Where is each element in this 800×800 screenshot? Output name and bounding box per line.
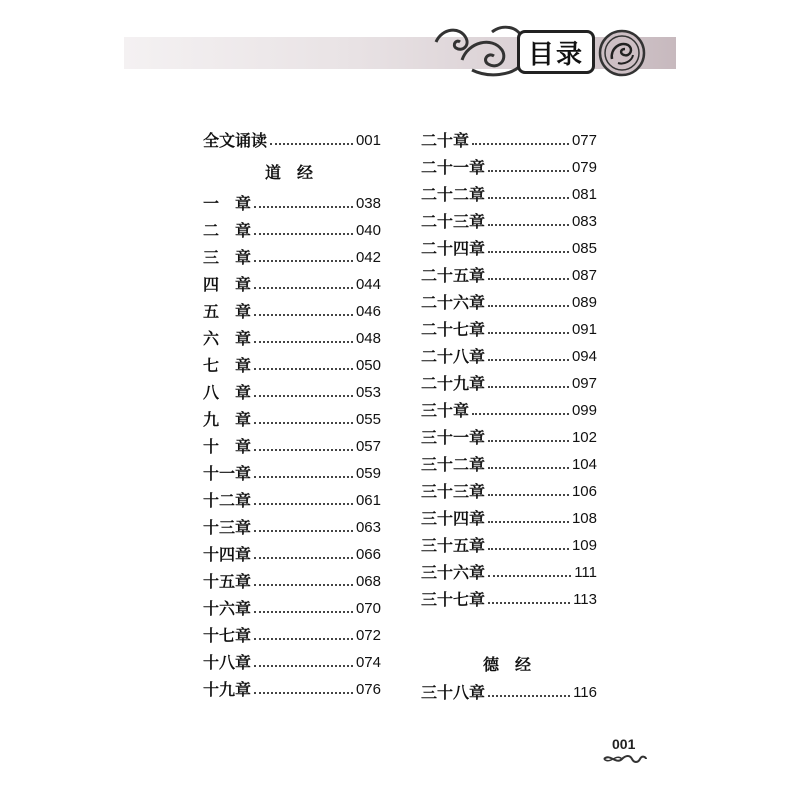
toc-entry-page: 059: [355, 465, 381, 482]
title-box: [517, 30, 595, 74]
dot-leader: [488, 359, 569, 361]
dot-leader: [254, 557, 353, 559]
dot-leader: [254, 665, 353, 667]
toc-entry-page: 106: [571, 483, 597, 500]
dot-leader: [488, 494, 569, 496]
dot-leader: [254, 314, 353, 316]
dot-leader: [254, 692, 353, 694]
toc-entry-title: 三 章: [203, 248, 252, 267]
toc-entry-title: 三十四章: [421, 509, 486, 528]
toc-entry[interactable]: [421, 184, 597, 206]
toc-entry[interactable]: [203, 247, 381, 269]
dragon-medallion-icon: [598, 29, 646, 77]
toc-entry[interactable]: [203, 517, 381, 539]
toc-entry[interactable]: [203, 598, 381, 620]
dot-leader: [488, 695, 570, 697]
dot-leader: [254, 476, 353, 478]
toc-entry-title: 十五章: [203, 572, 252, 591]
dot-leader: [488, 197, 569, 199]
dot-leader: [488, 467, 569, 469]
toc-entry-title: 三十五章: [421, 536, 486, 555]
toc-entry-title: 七 章: [203, 356, 252, 375]
dot-leader: [488, 602, 570, 604]
dot-leader: [254, 260, 353, 262]
toc-entry-page: 066: [355, 546, 381, 563]
toc-entry[interactable]: [421, 346, 597, 368]
dot-leader: [270, 143, 353, 145]
dot-leader: [254, 287, 353, 289]
toc-entry-title: 十三章: [203, 518, 252, 537]
toc-entry-page: 055: [355, 411, 381, 428]
toc-entry-title: 三十三章: [421, 482, 486, 501]
toc-entry[interactable]: [421, 373, 597, 395]
toc-entry[interactable]: [203, 490, 381, 512]
dot-leader: [488, 251, 569, 253]
toc-entry-page: 085: [571, 240, 597, 257]
toc-entry-page: 109: [571, 537, 597, 554]
toc-entry-page: 044: [355, 276, 381, 293]
toc-entry[interactable]: [203, 679, 381, 701]
toc-entry-page: 108: [571, 510, 597, 527]
dot-leader: [254, 611, 353, 613]
toc-entry-page: 089: [571, 294, 597, 311]
toc-entry-title: 四 章: [203, 275, 252, 294]
toc-entry[interactable]: [203, 301, 381, 323]
toc-entry-page: 053: [355, 384, 381, 401]
toc-entry[interactable]: [421, 211, 597, 233]
toc-entry-title: 二十六章: [421, 293, 486, 312]
toc-entry-page: 070: [355, 600, 381, 617]
toc-entry-page: 113: [573, 591, 597, 608]
toc-entry-title: 二十九章: [421, 374, 486, 393]
toc-entry[interactable]: [421, 157, 597, 179]
toc-entry[interactable]: [421, 130, 597, 152]
toc-entry-page: 116: [573, 684, 597, 701]
toc-entry-title: 二十二章: [421, 185, 486, 204]
toc-entry-title: 十六章: [203, 599, 252, 618]
toc-entry[interactable]: [203, 409, 381, 431]
toc-entry-title: 六 章: [203, 329, 252, 348]
toc-entry[interactable]: [203, 382, 381, 404]
toc-entry-page: 063: [355, 519, 381, 536]
section-heading-dejing: 德 经: [483, 655, 532, 674]
toc-entry-page: 097: [571, 375, 597, 392]
page-title: 目录: [527, 39, 584, 70]
toc-entry-title: 二十三章: [421, 212, 486, 231]
dot-leader: [488, 521, 569, 523]
footer-ornament-icon: [602, 752, 648, 766]
toc-entry-title: 九 章: [203, 410, 252, 429]
toc-entry-page: 087: [571, 267, 597, 284]
toc-entry-page: 068: [355, 573, 381, 590]
toc-entry-page: 104: [571, 456, 597, 473]
toc-entry[interactable]: [421, 508, 597, 530]
toc-entry[interactable]: [203, 463, 381, 485]
toc-entry-page: 102: [571, 429, 597, 446]
dot-leader: [254, 206, 353, 208]
toc-entry[interactable]: [203, 220, 381, 242]
toc-entry[interactable]: [421, 238, 597, 260]
toc-entry-title: 一 章: [203, 194, 252, 213]
toc-entry-title: 二十一章: [421, 158, 486, 177]
toc-entry[interactable]: [203, 544, 381, 566]
dot-leader: [488, 575, 571, 577]
toc-entry-title: 三十六章: [421, 563, 486, 582]
toc-entry-title: 三十七章: [421, 590, 486, 609]
dot-leader: [254, 422, 353, 424]
toc-entry[interactable]: [203, 130, 381, 152]
toc-entry-title: 三十八章: [421, 683, 486, 702]
toc-entry[interactable]: [203, 571, 381, 593]
toc-entry[interactable]: [421, 454, 597, 476]
dot-leader: [254, 503, 353, 505]
toc-entry-page: 072: [355, 627, 381, 644]
toc-entry-title: 二十七章: [421, 320, 486, 339]
toc-entry[interactable]: [421, 265, 597, 287]
dot-leader: [472, 143, 569, 145]
toc-entry[interactable]: [421, 481, 597, 503]
toc-entry[interactable]: [421, 427, 597, 449]
toc-entry-page: 079: [571, 159, 597, 176]
dot-leader: [254, 530, 353, 532]
dot-leader: [488, 278, 569, 280]
page-number: 001: [612, 736, 636, 752]
toc-entry-title: 十一章: [203, 464, 252, 483]
dot-leader: [488, 386, 569, 388]
toc-entry-title: 二十八章: [421, 347, 486, 366]
toc-entry-title: 二 章: [203, 221, 252, 240]
toc-entry[interactable]: [421, 682, 597, 704]
toc-entry-title: 二十五章: [421, 266, 486, 285]
dot-leader: [254, 449, 353, 451]
dot-leader: [254, 341, 353, 343]
toc-entry-title: 二十章: [421, 131, 470, 150]
toc-entry-title: 三十章: [421, 401, 470, 420]
dot-leader: [254, 368, 353, 370]
toc-entry-page: 077: [571, 132, 597, 149]
dot-leader: [488, 440, 569, 442]
toc-entry[interactable]: [421, 562, 597, 584]
toc-entry-page: 091: [571, 321, 597, 338]
toc-entry[interactable]: [203, 436, 381, 458]
toc-entry-page: 040: [355, 222, 381, 239]
toc-entry-page: 048: [355, 330, 381, 347]
toc-entry[interactable]: [421, 535, 597, 557]
dot-leader: [488, 305, 569, 307]
toc-entry-title: 三十一章: [421, 428, 486, 447]
dot-leader: [254, 233, 353, 235]
dot-leader: [254, 395, 353, 397]
toc-entry-page: 057: [355, 438, 381, 455]
toc-entry[interactable]: [421, 319, 597, 341]
toc-entry-title: 十八章: [203, 653, 252, 672]
toc-entry-page: 061: [355, 492, 381, 509]
toc-entry[interactable]: [421, 589, 597, 611]
toc-entry-title: 十七章: [203, 626, 252, 645]
toc-entry-page: 081: [571, 186, 597, 203]
toc-entry[interactable]: [203, 328, 381, 350]
toc-entry[interactable]: [203, 193, 381, 215]
toc-entry-page: 083: [571, 213, 597, 230]
toc-entry-page: 111: [574, 564, 597, 581]
toc-entry[interactable]: [203, 625, 381, 647]
toc-entry[interactable]: [421, 292, 597, 314]
toc-entry-page: 076: [355, 681, 381, 698]
toc-entry-title: 十九章: [203, 680, 252, 699]
toc-entry-title: 三十二章: [421, 455, 486, 474]
section-heading-daojing: 道 经: [265, 163, 314, 182]
toc-entry-title: 十二章: [203, 491, 252, 510]
dot-leader: [254, 638, 353, 640]
toc-entry[interactable]: [421, 400, 597, 422]
toc-entry-title: 八 章: [203, 383, 252, 402]
toc-entry-title: 十四章: [203, 545, 252, 564]
dot-leader: [488, 548, 569, 550]
dot-leader: [488, 332, 569, 334]
toc-entry[interactable]: [203, 355, 381, 377]
toc-entry-page: 042: [355, 249, 381, 266]
toc-entry-title: 二十四章: [421, 239, 486, 258]
dot-leader: [472, 413, 569, 415]
toc-entry-title: 十 章: [203, 437, 252, 456]
dot-leader: [254, 584, 353, 586]
toc-entry[interactable]: [203, 652, 381, 674]
toc-entry-page: 046: [355, 303, 381, 320]
dot-leader: [488, 224, 569, 226]
toc-entry-page: 094: [571, 348, 597, 365]
toc-entry-page: 074: [355, 654, 381, 671]
toc-entry[interactable]: [203, 274, 381, 296]
toc-entry-page: 001: [355, 132, 381, 149]
toc-entry-title: 全文诵读: [203, 131, 268, 150]
dot-leader: [488, 170, 569, 172]
toc-entry-title: 五 章: [203, 302, 252, 321]
toc-entry-page: 099: [571, 402, 597, 419]
toc-entry-page: 038: [355, 195, 381, 212]
toc-entry-page: 050: [355, 357, 381, 374]
